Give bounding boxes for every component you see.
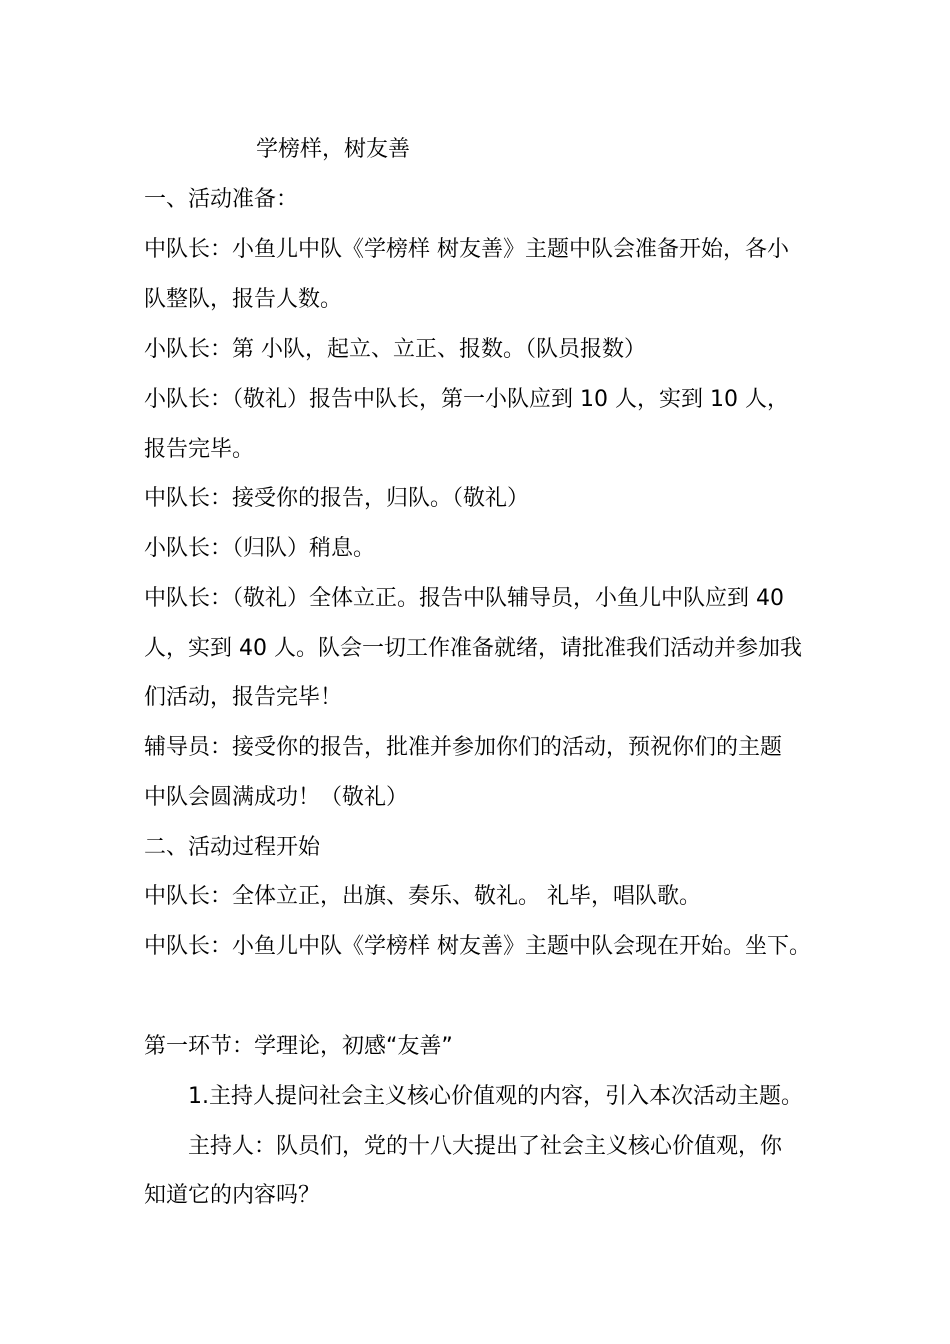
paragraph-line: 小队长：（敬礼）报告中队长，第一小队应到 10 人，实到 10 人， (144, 387, 789, 412)
paragraph-line: 人，实到 40 人。队会一切工作准备就绪，请批准我们活动并参加我 (144, 636, 802, 661)
paragraph-line: 小队长：第 小队，起立、立正、报数。（队员报数） (144, 337, 646, 362)
section-heading-part-one: 第一环节：学理论，初感“友善” (144, 1034, 453, 1059)
paragraph-line: 辅导员：接受你的报告，批准并参加你们的活动，预祝你们的主题 (144, 735, 783, 760)
paragraph-line: 中队长：小鱼儿中队《学榜样 树友善》主题中队会准备开始，各小 (144, 237, 789, 262)
numbered-item: 1.主持人提问社会主义核心价值观的内容，引入本次活动主题。 (188, 1084, 803, 1109)
paragraph-line: 队整队，报告人数。 (144, 287, 343, 312)
section-heading-process: 二、活动过程开始 (144, 835, 321, 860)
paragraph-line: 中队长：小鱼儿中队《学榜样 树友善》主题中队会现在开始。坐下。 (144, 934, 811, 959)
paragraph-line: 中队长：（敬礼）全体立正。报告中队辅导员，小鱼儿中队应到 40 (144, 586, 784, 611)
paragraph-line: 小队长：（归队）稍息。 (144, 536, 376, 561)
paragraph-line: 报告完毕。 (144, 437, 255, 462)
section-heading-preparation: 一、活动准备： (144, 187, 299, 212)
document-title: 学榜样，树友善 (256, 137, 411, 162)
paragraph-line: 中队会圆满成功！（敬礼） (144, 785, 409, 810)
paragraph-line: 们活动，报告完毕！ (144, 685, 343, 710)
paragraph-line: 中队长：接受你的报告，归队。（敬礼） (144, 486, 530, 511)
paragraph-line: 中队长：全体立正，出旗、奏乐、敬礼。 礼毕，唱队歌。 (144, 884, 701, 909)
paragraph-line: 知道它的内容吗？ (144, 1183, 321, 1208)
paragraph-line: 主持人：队员们，党的十八大提出了社会主义核心价值观，你 (188, 1134, 783, 1159)
